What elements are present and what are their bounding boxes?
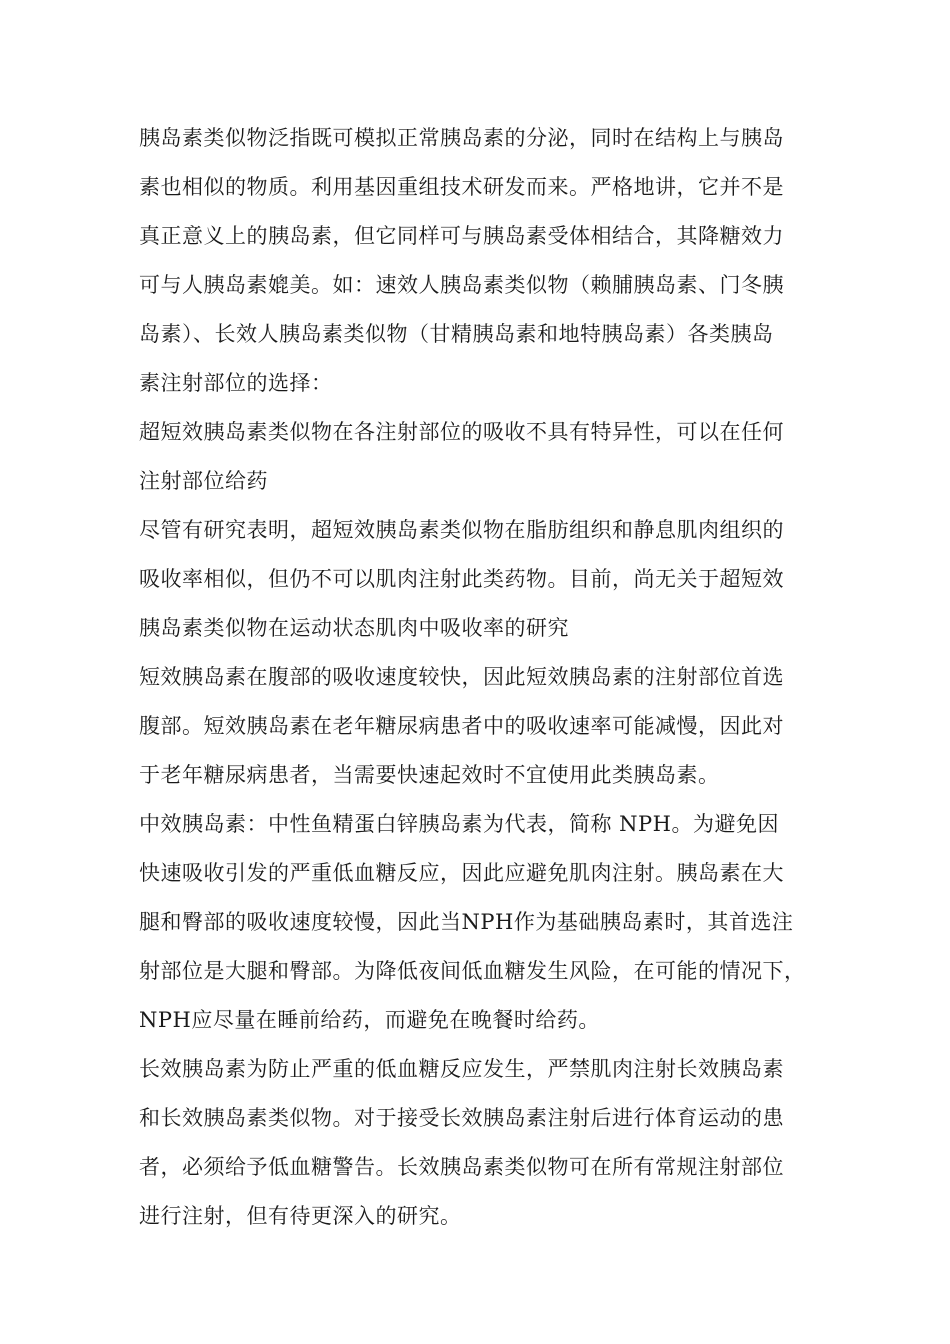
text-line: 吸收率相似，但仍不可以肌肉注射此类药物。目前，尚无关于超短效 (139, 567, 784, 591)
document-body (139, 114, 829, 1241)
text-line: 射部位是大腿和臀部。为降低夜间低血糖发生风险，在可能的情况下， (139, 959, 806, 983)
text-line: 可与人胰岛素媲美。如：速效人胰岛素类似物（赖脯胰岛素、门冬胰 (139, 273, 784, 297)
text-line: 于老年糖尿病患者，当需要快速起效时不宜使用此类胰岛素。 (139, 763, 720, 787)
text-line: 中效胰岛素：中性鱼精蛋白锌胰岛素为代表，简称 NPH。为避免因 (139, 812, 779, 836)
text-line: NPH应尽量在睡前给药，而避免在晚餐时给药。 (139, 1008, 600, 1032)
text-line: 胰岛素类似物在运动状态肌肉中吸收率的研究 (139, 616, 569, 640)
text-line: 注射部位给药 (139, 469, 268, 493)
text-line: 和长效胰岛素类似物。对于接受长效胰岛素注射后进行体育运动的患 (139, 1106, 784, 1130)
text-line: 真正意义上的胰岛素，但它同样可与胰岛素受体相结合，其降糖效力 (139, 224, 784, 248)
text-line: 快速吸收引发的严重低血糖反应，因此应避免肌肉注射。胰岛素在大 (139, 861, 784, 885)
text-line: 胰岛素类似物泛指既可模拟正常胰岛素的分泌，同时在结构上与胰岛 (139, 126, 784, 150)
text-line: 长效胰岛素为防止严重的低血糖反应发生，严禁肌肉注射长效胰岛素 (139, 1057, 784, 1081)
text-line: 者，必须给予低血糖警告。长效胰岛素类似物可在所有常规注射部位 (139, 1155, 784, 1179)
text-line: 进行注射，但有待更深入的研究。 (139, 1204, 462, 1228)
text-line: 岛素）、长效人胰岛素类似物（甘精胰岛素和地特胰岛素）各类胰岛 (139, 322, 774, 346)
text-line: 素注射部位的选择： (139, 371, 333, 395)
text-line: 素也相似的物质。利用基因重组技术研发而来。严格地讲，它并不是 (139, 175, 784, 199)
text-line: 超短效胰岛素类似物在各注射部位的吸收不具有特异性，可以在任何 (139, 420, 784, 444)
text-line: 短效胰岛素在腹部的吸收速度较快，因此短效胰岛素的注射部位首选 (139, 665, 784, 689)
text-line: 腿和臀部的吸收速度较慢，因此当NPH作为基础胰岛素时，其首选注 (139, 910, 794, 934)
text-line: 腹部。短效胰岛素在老年糖尿病患者中的吸收速率可能减慢，因此对 (139, 714, 784, 738)
text-line: 尽管有研究表明，超短效胰岛素类似物在脂肪组织和静息肌肉组织的 (139, 518, 784, 542)
